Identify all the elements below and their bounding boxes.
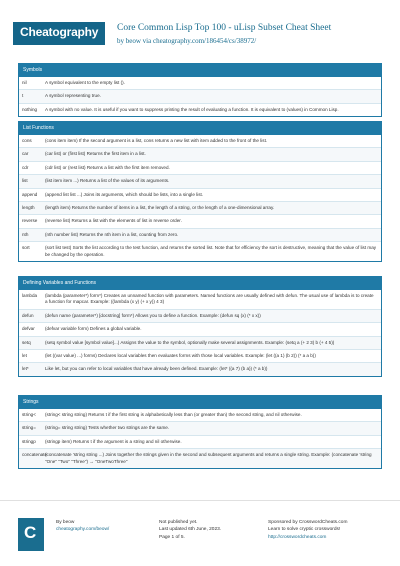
row-value: (defvar variable form) Defines a global variable.: [45, 326, 142, 332]
row-value: Like let, but you can refer to local variables that have already been defined. Example: (let* ((a 7) (b a)) (* a b)): [45, 366, 268, 372]
publish-status: Not published yet.: [159, 520, 198, 525]
section-strings: [18, 395, 382, 469]
row-key: setq: [22, 339, 31, 345]
section-title: List Functions: [19, 122, 381, 135]
footer-author: By beow: [56, 520, 75, 525]
row-value: (length item) Returns the number of items in a list, the length of a string, or the length of a one-dimensional array.: [45, 205, 275, 211]
row-value: (sort list test) Sorts the list according to the test function, and returns the sorted list. Note that for efficiency the sort is destructive, meaning that the value of list may be changed by the operation.: [45, 245, 377, 257]
row-key: length: [22, 205, 35, 211]
by-label: by: [117, 37, 124, 45]
table-row: [19, 290, 381, 310]
row-value: (string< string string) Returns t if the first string is alphabetically less than (or greater than) the second string, and nil otherwise.: [45, 412, 302, 417]
table-row: [19, 135, 381, 148]
row-key: concatenate: [22, 452, 48, 458]
sponsor-text: Sponsored by CrosswordCheats.com: [268, 520, 348, 525]
row-key: nothing: [22, 106, 38, 112]
sponsor-link[interactable]: http://crosswordcheats.com: [268, 534, 327, 540]
row-key: defun: [22, 312, 34, 318]
row-key: cons: [22, 138, 32, 143]
row-value: (setq symbol value [symbol value]...) Assigns the value to the symbol, optionally make several assignments. Example: (setq a (+ 2 3) b (+ 4 5)): [45, 339, 335, 345]
table-row: [19, 337, 381, 350]
logo-text: Cheatography: [20, 25, 99, 39]
table-row: [19, 202, 381, 215]
row-key: defvar: [22, 326, 35, 332]
row-value: (lambda (parameter*) form*) Creates an unnamed function with parameters. Named functions are usually defined with defun. The usual use of lambda is to create a function for mapcar. Example: ((lambda (x y) (+ x y)) 4 3): [45, 293, 374, 305]
table-row: [19, 90, 381, 103]
cheatography-logo[interactable]: [13, 22, 105, 45]
page-title: Core Common Lisp Top 100 - uLisp Subset Cheat Sheet: [117, 23, 332, 33]
section-list-functions: [18, 121, 382, 262]
table-row: [19, 242, 381, 261]
cheatography-footer-logo[interactable]: [18, 518, 44, 551]
row-value: (car list) or (first list) Returns the first item in a list.: [45, 151, 146, 157]
table-row: [19, 148, 381, 161]
row-value: (let ((var value) ...) forms) Declares local variables then evaluates forms with those local variables. Example: (let ((a 1) (b 2)) (* a a b)): [45, 353, 316, 359]
row-key: car: [22, 151, 29, 157]
footer-status-column: [159, 519, 221, 541]
table-row: [19, 175, 381, 188]
row-value: (defun name (parameter*) [docstring] form*) Allows you to define a function. Example: (defun sq (x) (* x x)): [45, 312, 261, 318]
row-value: (list item item ...) Returns a list of the values of its arguments.: [45, 178, 170, 184]
row-key: sort: [22, 245, 30, 251]
row-key: nth: [22, 231, 29, 237]
table-row: [19, 162, 381, 175]
row-key: string<: [22, 412, 36, 417]
table-row: [19, 363, 381, 375]
row-value: (string= string string) Tests whether two strings are the same.: [45, 425, 170, 431]
row-value: A symbol representing true.: [45, 93, 101, 99]
row-value: (concatenate 'string string ...) Joins together the strings given in the second and subsequent arguments and returns a single string. Example: (concatenate 'string "One" "Two" "Three") → "OneTwoThree": [45, 452, 372, 464]
row-value: (stringp item) Returns t if the argument is a string and nil otherwise.: [45, 438, 182, 444]
table-row: [19, 409, 381, 422]
row-key: let: [22, 353, 27, 359]
sheet-url-link[interactable]: cheatography.com/186454/cs/38972/: [152, 37, 257, 45]
table-row: [19, 449, 381, 468]
table-row: [19, 323, 381, 336]
row-key: let*: [22, 366, 29, 372]
page-subtitle: [117, 37, 256, 45]
section-title: Strings: [19, 396, 381, 409]
page-footer: [0, 500, 400, 566]
row-key: nil: [22, 80, 27, 85]
footer-author-link[interactable]: cheatography.com/beow/: [56, 527, 110, 533]
page-number: Page 1 of 5.: [159, 534, 185, 540]
table-row: [19, 350, 381, 363]
row-key: string=: [22, 425, 36, 431]
table-row: [19, 104, 381, 116]
page-header: [0, 0, 400, 63]
row-key: reverse: [22, 218, 38, 224]
footer-sponsor-column: [268, 519, 347, 541]
table-row: [19, 215, 381, 228]
section-title: Symbols: [19, 64, 381, 77]
row-key: cdr: [22, 164, 29, 170]
section-title: Defining Variables and Functions: [19, 277, 381, 290]
table-row: [19, 77, 381, 90]
footer-logo-letter: C: [24, 523, 37, 542]
footer-author-column: [56, 519, 109, 534]
sponsor-tagline: Learn to solve cryptic crosswords!: [268, 527, 341, 533]
table-row: [19, 436, 381, 449]
section-defining-variables-functions: [18, 276, 382, 377]
row-value: A symbol with no value. It is useful if you want to suppress printing the result of evaluating a function. It is equivalent to (values) in Common Lisp.: [45, 106, 339, 112]
row-key: list: [22, 178, 28, 184]
row-value: (nth number list) Returns the nth item in a list, counting from zero.: [45, 231, 179, 237]
row-value: (cdr list) or (rest list) Returns a list with the first item removed.: [45, 164, 170, 170]
table-row: [19, 310, 381, 323]
table-row: [19, 229, 381, 242]
via-label: via: [142, 37, 152, 45]
row-value: (append list list ...) Joins its arguments, which should be lists, into a single list.: [45, 191, 204, 197]
row-key: lambda: [22, 293, 38, 298]
row-key: t: [22, 93, 24, 99]
table-row: [19, 422, 381, 435]
row-value: (reverse list) Returns a list with the elements of list in reverse order.: [45, 218, 182, 224]
row-value: (cons item item) If the second argument is a list, cons returns a new list with item added to the front of the list.: [45, 138, 268, 143]
row-key: stringp: [22, 438, 36, 444]
section-symbols: [18, 63, 382, 117]
table-row: [19, 189, 381, 202]
row-value: A symbol equivalent to the empty list ().: [45, 80, 125, 85]
row-key: append: [22, 191, 38, 197]
last-updated: Last updated 6th June, 2023.: [159, 527, 222, 533]
author-link[interactable]: beow: [125, 37, 141, 45]
